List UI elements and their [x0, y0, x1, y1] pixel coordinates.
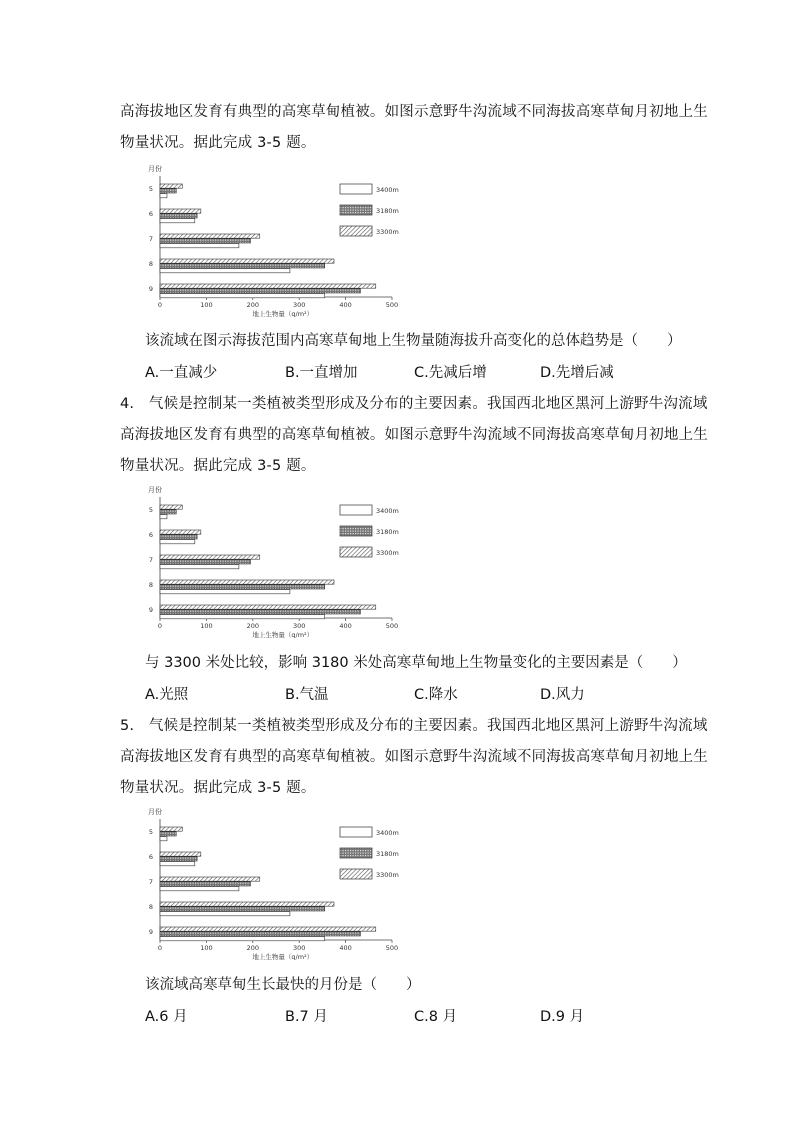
question-3-option-b[interactable]: B.一直增加 [285, 365, 358, 381]
x-tick-label: 300 [292, 301, 306, 309]
bar-3300m-month-6 [160, 852, 201, 856]
bar-3400m-month-7 [160, 887, 239, 891]
month-label: 9 [148, 285, 154, 293]
bar-3400m-month-6 [160, 540, 195, 544]
legend-label-3400m: 3400m [376, 829, 399, 837]
biomass-chart-3 [140, 805, 410, 960]
lead-line-2: 物量状况。据此完成 3-5 题。 [120, 135, 316, 151]
q5-intro-line-2: 高海拔地区发育有典型的高寒草甸植被。如图示意野牛沟流域不同海拔高寒草甸月初地上生 [120, 749, 708, 765]
q5-intro-line-3: 物量状况。据此完成 3-5 题。 [120, 780, 316, 796]
bar-3300m-month-7 [160, 234, 260, 238]
x-axis-label: 地上生物量（g/m²） [252, 631, 314, 638]
legend-label-3400m: 3400m [376, 186, 399, 194]
month-label: 9 [148, 606, 154, 614]
bar-3400m-month-5 [160, 837, 167, 841]
x-tick-label: 100 [200, 301, 213, 309]
bar-3300m-month-8 [160, 259, 334, 263]
month-label: 5 [148, 828, 154, 836]
bar-3180m-month-6 [160, 857, 197, 861]
bar-3300m-month-5 [160, 184, 182, 188]
legend-swatch-3300m [340, 226, 372, 236]
bar-3300m-month-9 [160, 284, 376, 288]
question-4-option-c[interactable]: C.降水 [414, 687, 458, 703]
question-5-stem: 该流域高寒草甸生长最快的月份是（ ） [145, 977, 421, 993]
question-4-option-a[interactable]: A.光照 [145, 687, 189, 703]
bar-3180m-month-5 [160, 510, 176, 514]
question-4-option-d[interactable]: D.风力 [540, 687, 585, 703]
x-axis-label: 地上生物量（g/m²） [252, 953, 314, 960]
bar-3300m-month-8 [160, 902, 334, 906]
bar-3180m-month-6 [160, 535, 197, 539]
bar-3300m-month-7 [160, 877, 260, 881]
x-tick-label: 300 [292, 944, 306, 952]
bar-3180m-month-9 [160, 289, 360, 293]
bar-3400m-month-7 [160, 244, 239, 248]
legend-label-3300m: 3300m [376, 871, 399, 879]
bar-3180m-month-8 [160, 264, 325, 268]
bar-3300m-month-6 [160, 209, 201, 213]
x-tick-label: 500 [385, 622, 399, 630]
x-tick-label: 200 [246, 944, 260, 952]
legend-swatch-3180m [340, 848, 372, 858]
legend-swatch-3180m [340, 526, 372, 536]
question-3-option-a[interactable]: A.一直减少 [145, 365, 218, 381]
bar-3400m-month-6 [160, 862, 195, 866]
bar-3180m-month-5 [160, 832, 176, 836]
lead-line-1: 高海拔地区发育有典型的高寒草甸植被。如图示意野牛沟流域不同海拔高寒草甸月初地上生 [120, 104, 708, 120]
bar-3400m-month-8 [160, 269, 290, 273]
bar-3180m-month-8 [160, 907, 325, 911]
legend-label-3180m: 3180m [376, 207, 399, 215]
bar-3180m-month-8 [160, 585, 325, 589]
x-tick-label: 400 [339, 622, 352, 630]
x-tick-label: 500 [385, 301, 399, 309]
y-axis-label: 月份 [148, 808, 162, 816]
question-5-option-a[interactable]: A.6 月 [145, 1009, 188, 1025]
question-4-stem: 与 3300 米处比较，影响 3180 米处高寒草甸地上生物量变化的主要因素是（ ） [145, 655, 687, 671]
bar-3180m-month-7 [160, 882, 250, 886]
legend-swatch-3300m [340, 869, 372, 879]
legend-swatch-3400m [340, 827, 372, 837]
bar-3180m-month-9 [160, 932, 360, 936]
month-label: 9 [148, 928, 154, 936]
bar-3400m-month-5 [160, 515, 167, 519]
x-tick-label: 0 [157, 622, 163, 630]
x-tick-label: 200 [246, 301, 260, 309]
x-tick-label: 100 [200, 622, 213, 630]
q4-intro-line-1: 4. 气候是控制某一类植被类型形成及分布的主要因素。我国西北地区黑河上游野牛沟流域 [120, 396, 708, 412]
bar-3400m-month-6 [160, 219, 195, 223]
biomass-chart-1 [140, 162, 410, 317]
bar-3400m-month-9 [160, 615, 325, 619]
bar-3300m-month-5 [160, 827, 182, 831]
month-label: 7 [148, 556, 154, 564]
month-label: 8 [148, 903, 154, 911]
y-axis-label: 月份 [148, 165, 162, 173]
legend-label-3180m: 3180m [376, 850, 399, 858]
bar-3300m-month-9 [160, 927, 376, 931]
legend-swatch-3180m [340, 205, 372, 215]
question-5-option-b[interactable]: B.7 月 [285, 1009, 328, 1025]
q5-intro-line-1: 5. 气候是控制某一类植被类型形成及分布的主要因素。我国西北地区黑河上游野牛沟流域 [120, 718, 708, 734]
q4-intro-line-2: 高海拔地区发育有典型的高寒草甸植被。如图示意野牛沟流域不同海拔高寒草甸月初地上生 [120, 427, 708, 443]
bar-3400m-month-7 [160, 565, 239, 569]
legend-swatch-3400m [340, 505, 372, 515]
month-label: 7 [148, 878, 154, 886]
x-tick-label: 0 [157, 301, 163, 309]
bar-3300m-month-6 [160, 530, 201, 534]
bar-3180m-month-7 [160, 560, 250, 564]
month-label: 7 [148, 235, 154, 243]
month-label: 6 [148, 853, 154, 861]
month-label: 8 [148, 581, 154, 589]
q4-intro-line-3: 物量状况。据此完成 3-5 题。 [120, 458, 316, 474]
legend-label-3180m: 3180m [376, 528, 399, 536]
bar-3300m-month-9 [160, 605, 376, 609]
biomass-chart-2 [140, 483, 410, 638]
x-tick-label: 400 [339, 944, 352, 952]
month-label: 6 [148, 210, 154, 218]
legend-label-3300m: 3300m [376, 549, 399, 557]
question-4-option-b[interactable]: B.气温 [285, 687, 329, 703]
legend-swatch-3300m [340, 547, 372, 557]
bar-3180m-month-6 [160, 214, 197, 218]
legend-swatch-3400m [340, 184, 372, 194]
x-axis-label: 地上生物量（g/m²） [252, 310, 314, 317]
bar-3400m-month-5 [160, 194, 167, 198]
bar-3400m-month-8 [160, 912, 290, 916]
bar-3300m-month-5 [160, 505, 182, 509]
y-axis-label: 月份 [148, 486, 162, 494]
month-label: 8 [148, 260, 154, 268]
x-tick-label: 400 [339, 301, 352, 309]
month-label: 5 [148, 185, 154, 193]
question-3-stem: 该流域在图示海拔范围内高寒草甸地上生物量随海拔升高变化的总体趋势是（ ） [145, 333, 682, 349]
question-3-option-c[interactable]: C.先减后增 [414, 365, 487, 381]
month-label: 5 [148, 506, 154, 514]
month-label: 6 [148, 531, 154, 539]
x-tick-label: 0 [157, 944, 163, 952]
question-5-option-c[interactable]: C.8 月 [414, 1009, 458, 1025]
bar-3300m-month-8 [160, 580, 334, 584]
question-3-option-d[interactable]: D.先增后减 [540, 365, 614, 381]
bar-3400m-month-8 [160, 590, 290, 594]
x-tick-label: 100 [200, 944, 213, 952]
bar-3300m-month-7 [160, 555, 260, 559]
x-tick-label: 500 [385, 944, 399, 952]
bar-3400m-month-9 [160, 937, 325, 941]
x-tick-label: 200 [246, 622, 260, 630]
question-5-option-d[interactable]: D.9 月 [540, 1009, 585, 1025]
bar-3180m-month-7 [160, 239, 250, 243]
bar-3180m-month-5 [160, 189, 176, 193]
x-tick-label: 300 [292, 622, 306, 630]
legend-label-3400m: 3400m [376, 507, 399, 515]
legend-label-3300m: 3300m [376, 228, 399, 236]
bar-3400m-month-9 [160, 294, 325, 298]
bar-3180m-month-9 [160, 610, 360, 614]
